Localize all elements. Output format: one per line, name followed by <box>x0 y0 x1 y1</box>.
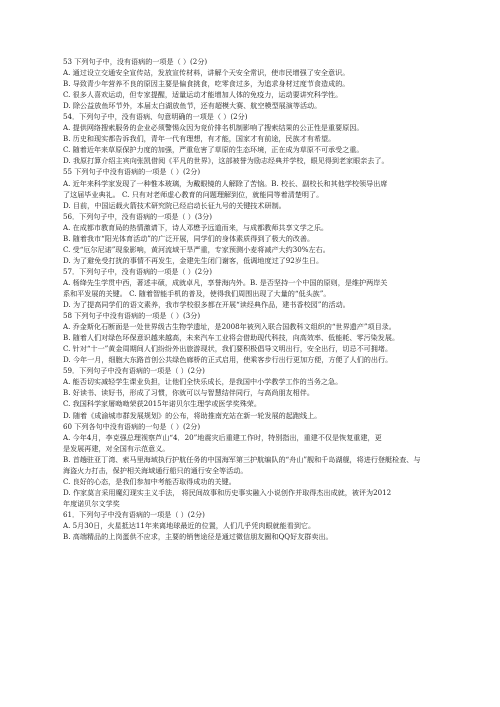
answer-option: D. 为了提高同学们的语文素养，我市学校很多都在开展“读经典作品，建书香校园”的活动。 <box>63 300 350 310</box>
answer-option: A. 通过设立交通安全宣传站，发放宣传材料，讲解个天安全常识，使市民增强了安全意识。 <box>63 68 350 78</box>
question-stem: 54．下列句子中，没有语病、句意明确的一项是（ ）(2分) <box>63 112 248 122</box>
answer-option: C. 针对“十一”黄金周期间人们纷纷外出旅游现状，我们要积极倡导文明出行，安全出行，切忌不可拥堵。 <box>63 344 393 354</box>
answer-option: C. 很多人喜欢运动，但专家提醒，适量运动才能增加人体的免疫力，运动要讲究科学性。 <box>63 90 343 100</box>
question-stem: 55 下列句子中没有语病的一项是（ ）(2分) <box>63 167 201 177</box>
answer-option: A. 今年4月，李克强总理视察芦山“4．20”地震灾后重建工作时，特别指出，重建不仅是恢复重建，更 <box>63 432 382 442</box>
answer-option: D. 今年一月，细胞大东路首创公共绿色廊桥的正式启用，使乘客步行出行更加方便，方便了人们的出行。 <box>63 355 393 365</box>
question-stem: 53 下列句子中，没有语病的一项是（ ）(2分) <box>63 57 208 66</box>
answer-option: B. 首趟驻亚丁湾、索马里海域执行护航任务的中国海军第三护航编队的“舟山”舰和千岛湖舰，将进行登艇检查、与 <box>63 454 421 464</box>
answer-option: B. 好读书、读好书，形成了习惯，你就可以与智慧结伴同行，与高尚朋友相伴。 <box>63 388 314 398</box>
answer-option: C. 受“厄尔尼诺”现象影响，黄河流域干旱严重，专家预测小麦将减产大约30%左右。 <box>63 244 330 254</box>
question-stem: 58 下列句子中没有语病的一项是（ ）(3分) <box>63 311 201 321</box>
answer-option: B. 历史和现实都告诉我们，青年一代有理想，有才能，国家才有前途，民族才有希望。 <box>63 134 336 144</box>
answer-option: D. 随着《成渝城市群发展规划》的公布，将助推南充站在新一轮发展的起跑线上。 <box>63 410 322 420</box>
option-continuation: 了这届毕业典礼。 C. 只有对老师虚心教育的问题理解到位，就能同等着清楚明了。 <box>63 189 324 199</box>
answer-option: D. 除公益放鱼环节外，本届太白湖放鱼节，还有超模大赛、航空模型展演等活动。 <box>63 101 322 111</box>
answer-option: A. 杨绛先生学贯中西，著述丰硕，成就卓凡，享誉海内外。B. 是否坚持一个中国的原则，是维护两岸关 <box>63 277 388 287</box>
answer-option: B. 导致青少年营养不良的原因主要是偏食挑食，吃零食过多，为追求身材过度节食造成的。 <box>63 79 350 89</box>
answer-option: C. 随着近年来草原保护力度的加强，严重危害了草原的生态环境，正在成为草原不可承受之重。 <box>63 145 364 155</box>
answer-option: D. 作家莫言采用魔幻现实主义手法， 将民间故事和历史事实融入小说创作并取得杰出成就，被评为2012 <box>63 487 392 497</box>
answer-option: A. 提供网络搜索服务的企业必须警惕众因为竞价排名机制影响了搜索结果的公正性是重要原因。 <box>63 123 364 133</box>
answer-option: A. 5月30日，火星抵达11年来离地球最近的位置，人们几乎凭肉眼就能看到它。 <box>63 520 316 530</box>
question-stem: 59．下列句子中没有语病的一项是（ ）(2分) <box>63 366 205 376</box>
answer-option: B. 随着人们对绿色环保意识越来越高，未来汽车工业将会借助现代科技，向高效率、低能耗、零污染发展。 <box>63 333 400 343</box>
answer-option: D. 为了避免受打扰的事情不再发生，金建先生闭门谢客，低调地度过了92岁生日。 <box>63 255 324 265</box>
answer-option: B. 高端精品的上岗蛋供不应求，主要的销售途径是通过微信朋友圈和QQ好友群卖出。 <box>63 532 333 542</box>
answer-option: A. 近年来科学家发现了一种惟本玻璃，为戴眼镜的人解除了苦恼。B. 校长、副校长和其他学校领导出席 <box>63 178 388 188</box>
option-continuation: 海盗火力打击，保护相关海域通行船只的通行安全等活动。 <box>63 465 248 475</box>
answer-option: A. 能否切实减轻学生课业负担，让他们全快乐成长，是我国中小学教学工作的当务之急。 <box>63 377 343 387</box>
option-continuation: 系和平发展的关键。 C. 随着智能手机的普及，使得我们周围出现了大量的“低头族”。 <box>63 288 331 298</box>
question-stem: 56．下列句子中，没有语病的一项是（ ）(3分) <box>63 211 213 221</box>
question-stem: 60 下列各句中没有语病的一句是（ ）(2分) <box>63 421 201 431</box>
answer-option: C. 良好的心态，是我们参加中考能否取得成功的关键。 <box>63 476 236 486</box>
answer-option: A. 在成都市教育局的热情激请下，诗人邓懋予远道而来，与成都教师共享文学之乐。 <box>63 222 329 232</box>
answer-option: D. 我原打算介绍主宾向张凯借阅《平凡的世界》，这部被誉为励志经典并学校，眼见得到老家眼亲去了。 <box>63 156 389 166</box>
answer-option: A. 乔金斯化石断面是一处世界级古生物学遗址，是2008年被列入联合国教科文组织的“世界遗产”项目录。 <box>63 322 396 332</box>
answer-option: D. 目前，中国运载火箭技术研究院已经启动长征九号的关键技术研制。 <box>63 200 286 210</box>
question-stem: 61．下列句子中没有语病的一项是（ ）(2分) <box>63 509 205 519</box>
answer-option: C. 我国科学家屠呦呦荣获2015年诺贝尔生理学或医学奖殊荣。 <box>63 399 261 409</box>
question-stem: 57．下列句子中，没有语病的一项是（ ）(2分) <box>63 266 213 276</box>
answer-option: B. 随着我市“阳光体育活动”的广泛开展，同学们的身体素质得到了极大的改善。 <box>63 233 315 243</box>
option-continuation: 是发展再建，对全国有示范意义。 <box>63 443 170 453</box>
option-continuation: 年度诺贝尔文学奖 <box>63 498 120 508</box>
